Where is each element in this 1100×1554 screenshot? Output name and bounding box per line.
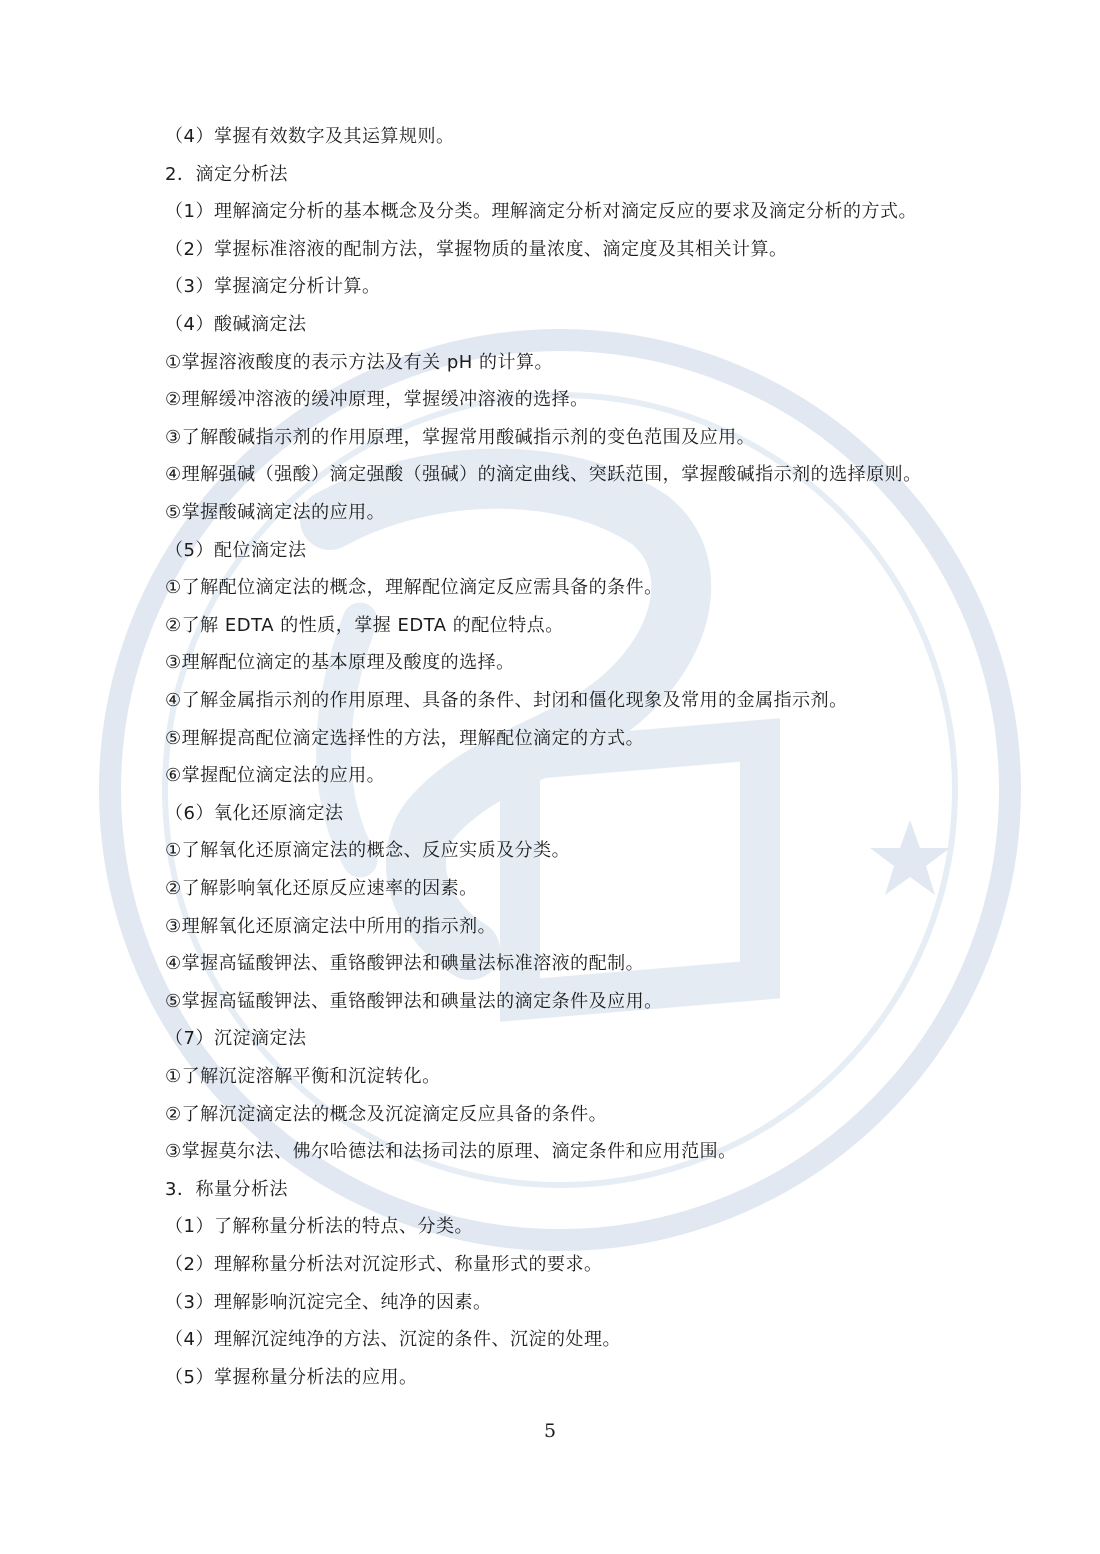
sub-item: ③理解氧化还原滴定法中所用的指示剂。 bbox=[165, 916, 497, 937]
sub-item: ①掌握溶液酸度的表示方法及有关 pH 的计算。 bbox=[165, 352, 554, 373]
list-item: （2）掌握标准溶液的配制方法，掌握物质的量浓度、滴定度及其相关计算。 bbox=[165, 239, 788, 260]
sub-item: ①了解配位滴定法的概念，理解配位滴定反应需具备的条件。 bbox=[165, 577, 663, 598]
list-item: （5）掌握称量分析法的应用。 bbox=[165, 1367, 418, 1388]
sub-item: ④理解强碱（强酸）滴定强酸（强碱）的滴定曲线、突跃范围，掌握酸碱指示剂的选择原则。 bbox=[165, 464, 922, 485]
section-heading: 3．称量分析法 bbox=[165, 1179, 288, 1200]
section-heading: 2．滴定分析法 bbox=[165, 164, 288, 185]
sub-item: ③了解酸碱指示剂的作用原理，掌握常用酸碱指示剂的变色范围及应用。 bbox=[165, 427, 756, 448]
sub-item: ③理解配位滴定的基本原理及酸度的选择。 bbox=[165, 652, 515, 673]
list-item: （1）了解称量分析法的特点、分类。 bbox=[165, 1216, 473, 1237]
list-item: （1）理解滴定分析的基本概念及分类。理解滴定分析对滴定反应的要求及滴定分析的方式。 bbox=[165, 201, 917, 222]
list-item: （6）氧化还原滴定法 bbox=[165, 803, 344, 824]
list-item: （4）理解沉淀纯净的方法、沉淀的条件、沉淀的处理。 bbox=[165, 1329, 621, 1350]
sub-item: ②了解沉淀滴定法的概念及沉淀滴定反应具备的条件。 bbox=[165, 1104, 608, 1125]
list-item: （4）酸碱滴定法 bbox=[165, 314, 307, 335]
list-item: （3）掌握滴定分析计算。 bbox=[165, 276, 381, 297]
list-item: （5）配位滴定法 bbox=[165, 540, 307, 561]
list-item: （4）掌握有效数字及其运算规则。 bbox=[165, 126, 455, 147]
sub-item: ②了解影响氧化还原反应速率的因素。 bbox=[165, 878, 478, 899]
list-item: （3）理解影响沉淀完全、纯净的因素。 bbox=[165, 1292, 492, 1313]
sub-item: ⑤掌握高锰酸钾法、重铬酸钾法和碘量法的滴定条件及应用。 bbox=[165, 991, 663, 1012]
sub-item: ①了解氧化还原滴定法的概念、反应实质及分类。 bbox=[165, 840, 571, 861]
list-item: （2）理解称量分析法对沉淀形式、称量形式的要求。 bbox=[165, 1254, 603, 1275]
page-number: 5 bbox=[543, 1420, 557, 1442]
sub-item: ④了解金属指示剂的作用原理、具备的条件、封闭和僵化现象及常用的金属指示剂。 bbox=[165, 690, 848, 711]
sub-item: ④掌握高锰酸钾法、重铬酸钾法和碘量法标准溶液的配制。 bbox=[165, 953, 645, 974]
sub-item: ①了解沉淀溶解平衡和沉淀转化。 bbox=[165, 1066, 441, 1087]
seal-star-icon bbox=[870, 820, 950, 895]
list-item: （7）沉淀滴定法 bbox=[165, 1028, 307, 1049]
sub-item: ⑥掌握配位滴定法的应用。 bbox=[165, 765, 386, 786]
sub-item: ②了解 EDTA 的性质，掌握 EDTA 的配位特点。 bbox=[165, 615, 564, 636]
sub-item: ②理解缓冲溶液的缓冲原理，掌握缓冲溶液的选择。 bbox=[165, 389, 589, 410]
sub-item: ⑤理解提高配位滴定选择性的方法，理解配位滴定的方式。 bbox=[165, 728, 645, 749]
sub-item: ⑤掌握酸碱滴定法的应用。 bbox=[165, 502, 386, 523]
sub-item: ③掌握莫尔法、佛尔哈德法和法扬司法的原理、滴定条件和应用范围。 bbox=[165, 1141, 737, 1162]
